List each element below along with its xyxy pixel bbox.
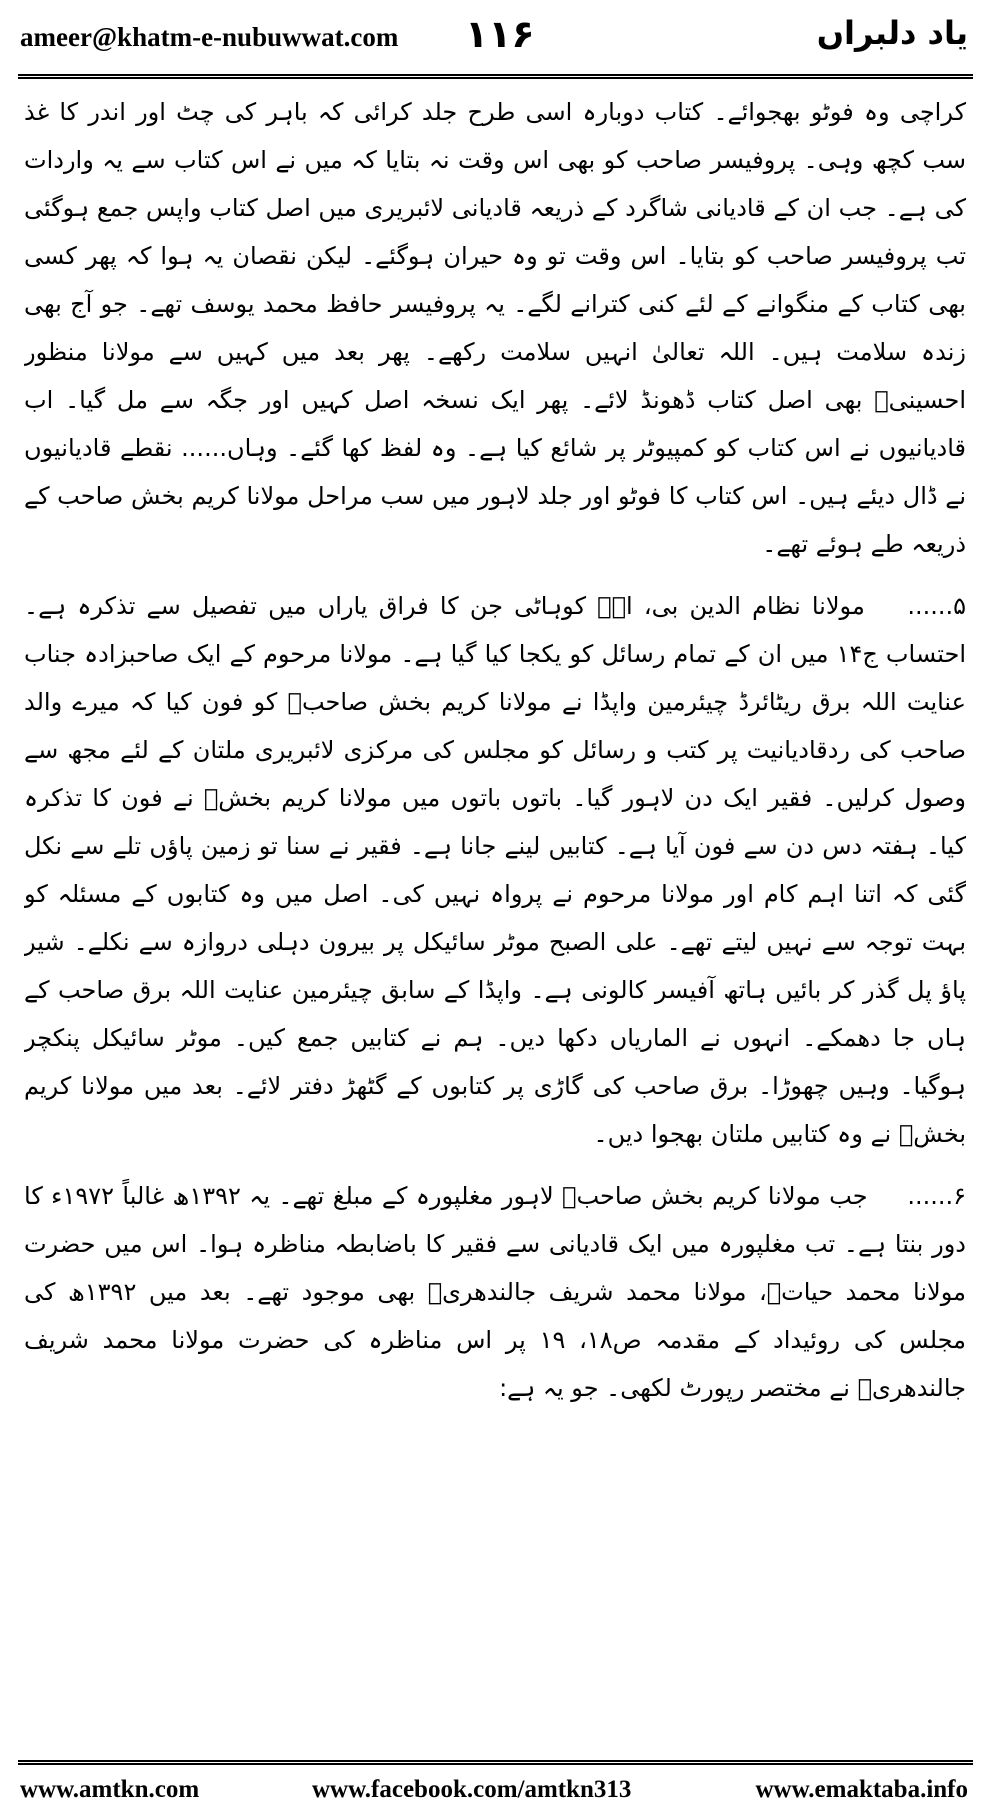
paragraph-text: کراچی وہ فوٹو بھجوائے۔ کتاب دوبارہ اسی طرح جلد کرائی کہ باہر کی چٹ اور اندر کا غذ سب کچھ وہی۔ پروفیسر صاحب کو بھی اس وقت نہ بتایا کہ میں نے اس کتاب سے یہ واردات کی ہے۔ جب ان کے قادیانی شاگرد کے ذریعہ قادیانی لائبریری میں اصل کتاب واپس جمع ہوگئی تب پروفیسر صاحب کو بتایا۔ اس وقت تو وہ حیران ہوگئے۔ لیکن نقصان یہ ہوا کہ پھر کسی بھی کتاب کے منگوانے کے لئے کنی کترانے لگے۔ یہ پروفیسر حافظ محمد یوسف تھے۔ جو آج بھی زندہ سلامت ہیں۔ اللہ تعالیٰ انہیں سلامت رکھے۔ پھر بعد میں کہیں سے مولانا منظور احسینیؒ بھی اصل کتاب ڈھونڈ لائے۔ پھر ایک نسخہ اصل کہیں اور جگہ سے مل گیا۔ اب قادیانیوں نے اس کتاب کو کمپیوٹر پر شائع کیا ہے۔ وہ لفظ کھا گئے۔ وہاں...... نقطے قادیانیوں نے ڈال دیئے ہیں۔ اس کتاب کا فوٹو اور جلد لاہور میں سب مراحل مولانا کریم بخش صاحب کے ذریعہ طے ہوئے تھے۔ <box>24 98 966 558</box>
page-header <box>0 0 990 70</box>
paragraph-continued <box>24 88 966 568</box>
paragraph-number: ۶...... <box>907 1182 966 1210</box>
page-body <box>24 88 966 1728</box>
paragraph-text: مولانا نظام الدین بی، اےؒ کوہاٹی جن کا فراق یاراں میں تفصیل سے تذکرہ ہے۔ احتساب ج۱۴ میں ان کے تمام رسائل کو یکجا کیا گیا ہے۔ مولانا مرحوم کے ایک صاحبزادہ جناب عنایت اللہ برق ریٹائرڈ چیئرمین واپڈا نے مولانا کریم بخش صاحبؒ کو فون کیا کہ میرے والد صاحب کی ردقادیانیت پر کتب و رسائل کو مجلس کی مرکزی لائبریری ملتان کے لئے مجھ سے وصول کرلیں۔ فقیر ایک دن لاہور گیا۔ باتوں باتوں میں مولانا کریم بخشؒ نے فون کا تذکرہ کیا۔ ہفتہ دس دن سے فون آیا ہے۔ کتابیں لینے جانا ہے۔ فقیر نے سنا تو زمین پاؤں تلے سے نکل گئی کہ اتنا اہم کام اور مولانا مرحوم نے پرواہ نہیں کی۔ اصل میں وہ کتابوں کے مسئلہ کو بہت توجہ سے نہیں لیتے تھے۔ علی الصبح موٹر سائیکل پر بیرون دہلی دروازہ سے نکلے۔ شیر پاؤ پل گذر کر بائیں ہاتھ آفیسر کالونی ہے۔ واپڈا کے سابق چیئرمین عنایت اللہ برق صاحب کے ہاں جا دھمکے۔ انہوں نے الماریاں دکھا دیں۔ ہم نے کتابیں جمع کیں۔ موٹر سائیکل پنکچر ہوگیا۔ وہیں چھوڑا۔ برق صاحب کی گاڑی پر کتابوں کے گٹھڑ دفتر لائے۔ بعد میں مولانا کریم بخشؒ نے وہ کتابیں ملتان بھجوا دیں۔ <box>24 592 966 1148</box>
paragraph-text: جب مولانا کریم بخش صاحبؒ لاہور مغلپورہ کے مبلغ تھے۔ یہ ۱۳۹۲ھ غالباً ۱۹۷۲ء کا دور بنتا ہے۔ تب مغلپورہ میں ایک قادیانی سے فقیر کا باضابطہ مناظرہ ہوا۔ اس میں حضرت مولانا محمد حیاتؒ، مولانا محمد شریف جالندھریؒ بھی موجود تھے۔ بعد میں ۱۳۹۲ھ کی مجلس کی روئیداد کے مقدمہ ص۱۸، ۱۹ پر اس مناظرہ کی حضرت مولانا محمد شریف جالندھریؒ نے مختصر رپورٹ لکھی۔ جو یہ ہے: <box>24 1182 966 1402</box>
paragraph-6 <box>24 1172 966 1412</box>
footer-link-facebook[interactable]: www.facebook.com/amtkn313 <box>312 1776 632 1803</box>
paragraph-5 <box>24 582 966 1158</box>
header-rule <box>18 74 973 79</box>
footer-link-amtkn[interactable]: www.amtkn.com <box>20 1776 200 1803</box>
footer-link-emaktaba[interactable]: www.emaktaba.info <box>755 1776 968 1803</box>
header-email: ameer@khatm-e-nubuwwat.com <box>20 22 399 52</box>
paragraph-number: ۵...... <box>907 592 966 620</box>
book-title: یاد دلبراں <box>816 14 968 52</box>
footer-rule <box>18 1760 973 1765</box>
page-footer <box>0 1772 990 1812</box>
page-number: ۱۱۶ <box>465 12 535 56</box>
